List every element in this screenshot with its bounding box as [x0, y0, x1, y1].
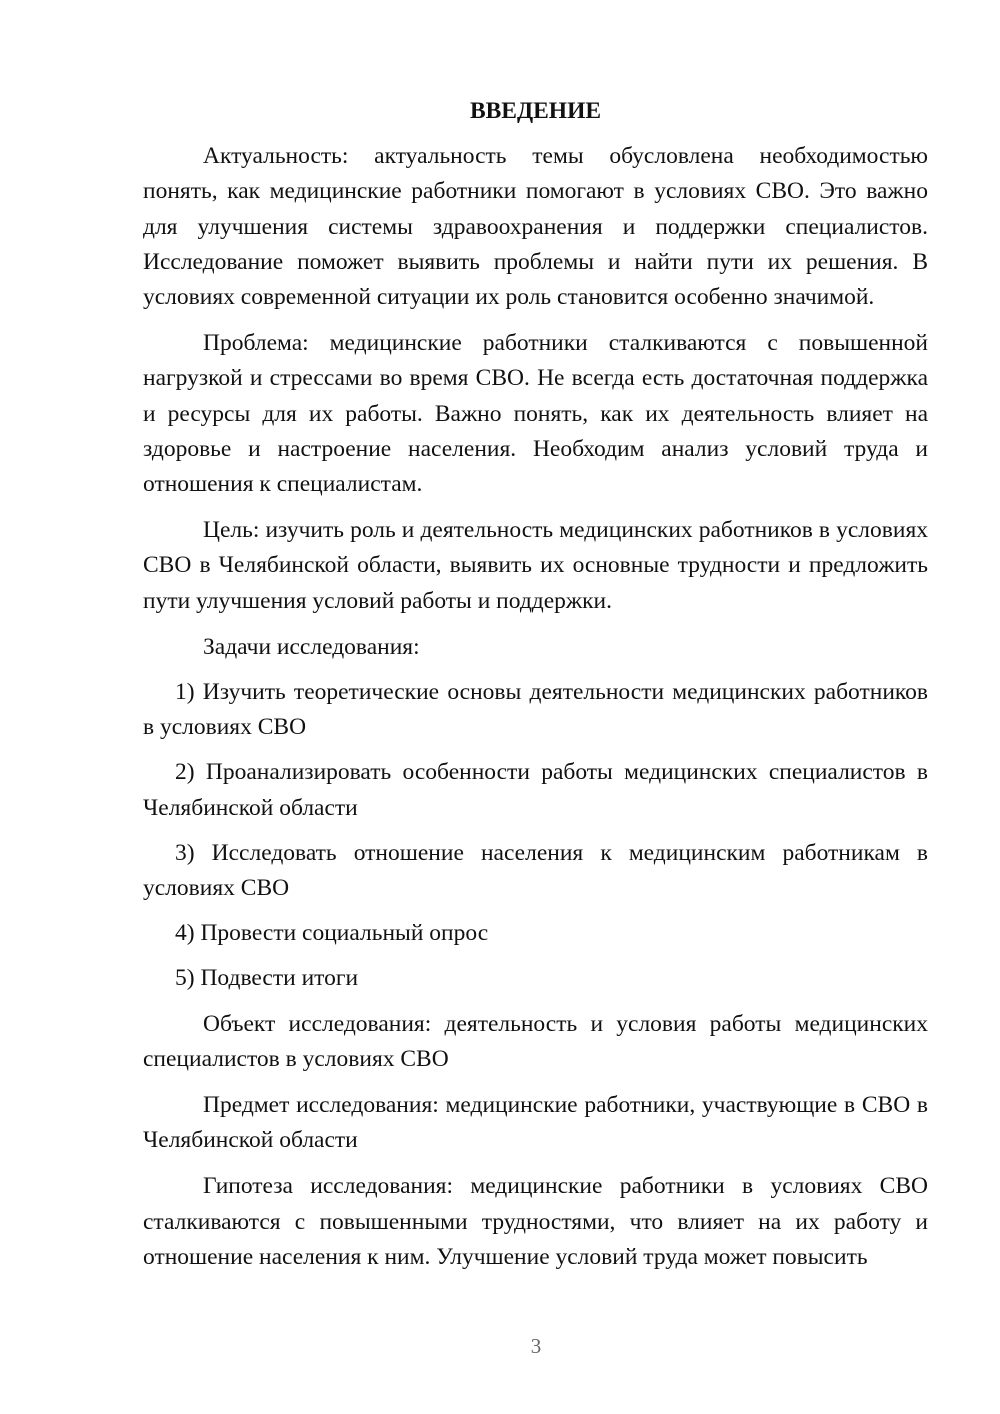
section-heading: ВВЕДЕНИЕ [469, 98, 602, 124]
tasks-list [143, 675, 928, 997]
paragraph-goal: Цель: изучить роль и деятельность медицинских работников в условиях СВО в Челябинской области, выявить их основные трудности и предложить пути улучшения условий работы и поддержки. [143, 517, 928, 614]
page-number: 3 [530, 1334, 542, 1358]
list-item: 1) Изучить теоретические основы деятельности медицинских работников в условиях СВО [143, 679, 928, 741]
paragraph-object: Объект исследования: деятельность и условия работы медицинских специалистов в условиях СВО [143, 1010, 928, 1072]
list-item: 3) Исследовать отношение населения к медицинским работникам в условиях СВО [143, 839, 928, 902]
paragraph-subject: Предмет исследования: медицинские работники, участвующие в СВО в Челябинской области [143, 1092, 928, 1154]
list-item: 2) Проанализировать особенности работы медицинских специалистов в Челябинской области [143, 759, 928, 821]
list-item: 5) Подвести итоги [175, 965, 359, 992]
document-page [143, 94, 928, 1286]
paragraph-tasks-intro: Задачи исследования: [203, 633, 420, 660]
list-item: 4) Провести социальный опрос [175, 920, 489, 947]
paragraph-relevance: Актуальность: актуальность темы обусловлена необходимостью понять, как медицинские работники помогают в условиях СВО. Это важно для улучшения системы здравоохранения и поддержки специалистов. Исследование поможет выявить проблемы и найти пути их решения. В условиях современной ситуации их роль становится особенно значимой. [143, 143, 928, 311]
paragraph-problem: Проблема: медицинские работники сталкиваются с повышенной нагрузкой и стрессами во время СВО. Не всегда есть достаточная поддержка и ресурсы для их работы. Важно понять, как их деятельность влияет на здоровье и настроение населения. Необходим анализ условий труда и отношения к специалистам. [143, 330, 928, 498]
paragraph-hypothesis: Гипотеза исследования: медицинские работники в условиях СВО сталкиваются с повышенными трудностями, что влияет на их работу и отношение населения к ним. Улучшение условий труда может повысить [143, 1173, 928, 1270]
